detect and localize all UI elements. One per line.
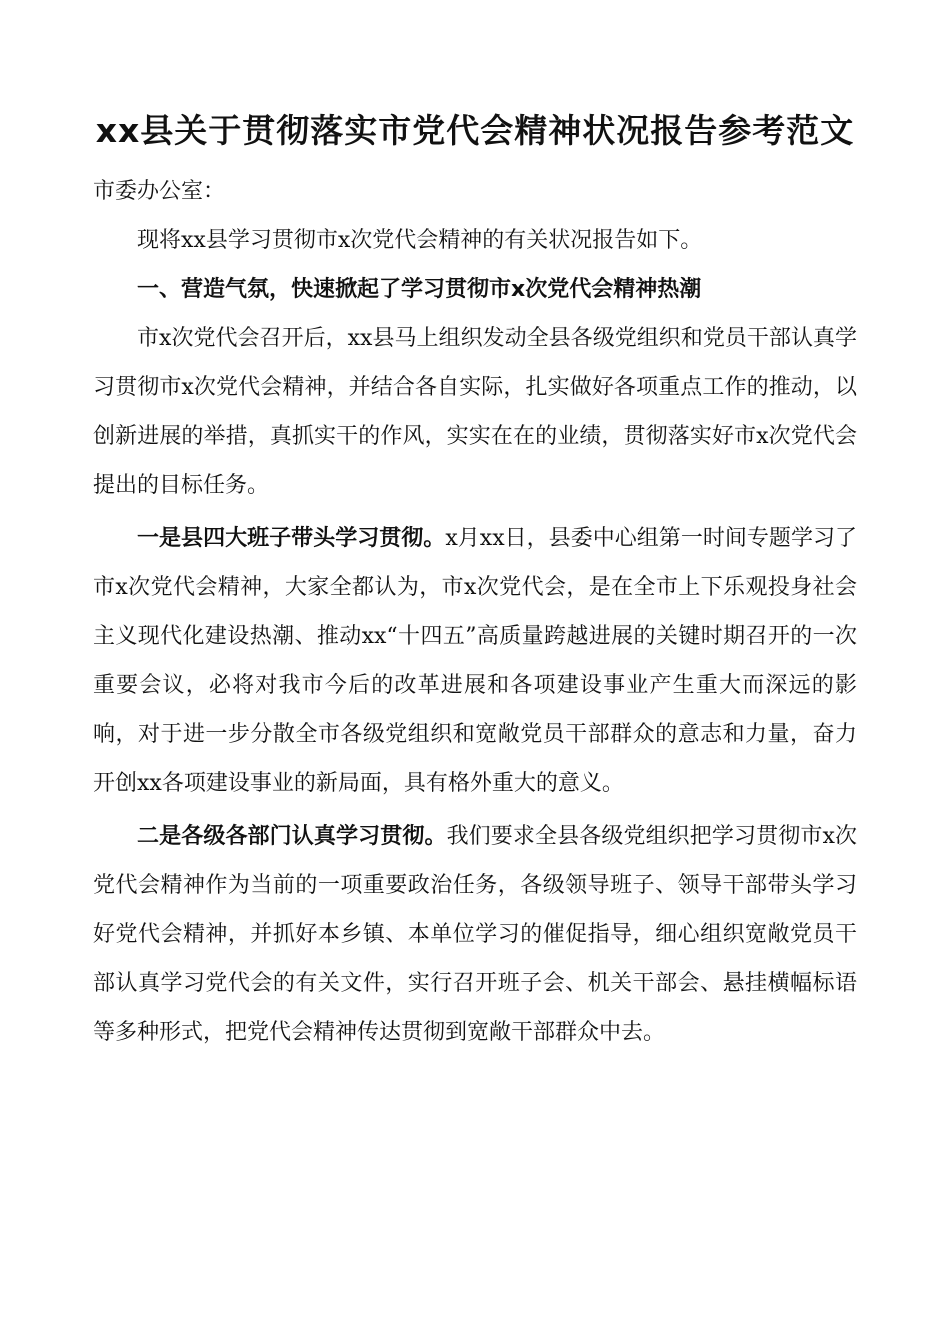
document-title: xx县关于贯彻落实市党代会精神状况报告参考范文 — [95, 111, 855, 150]
point1-paragraph — [93, 514, 857, 808]
salutation: 市委办公室： — [93, 179, 226, 204]
point1-lead: 一是县四大班子带头学习贯彻。 — [137, 526, 446, 551]
point2-paragraph — [93, 812, 857, 1057]
point1-body: x月xx日，县委中心组第一时间专题学习了市x次党代会精神，大家全都认为，市x次党代会，是在全市上下乐观投身社会主义现代化建设热潮、推动xx“十四五”高质量跨越进展的关键时期召开的一次重要会议，必将对我市今后的改革进展和各项建设事业产生重大而深远的影响，对于进一步分散全市各级党组织和宽敞党员干部群众的意志和力量，奋力开创xx各项建设事业的新局面，具有格外重大的意义。 — [93, 526, 857, 796]
point2-body: 我们要求全县各级党组织把学习贯彻市x次党代会精神作为当前的一项重要政治任务，各级领导班子、领导干部带头学习好党代会精神，并抓好本乡镇、本单位学习的催促指导，细心组织宽敞党员干部认真学习党代会的有关文件，实行召开班子会、机关干部会、悬挂横幅标语等多种形式，把党代会精神传达贯彻到宽敞干部群众中去。 — [93, 824, 857, 1045]
document-page — [93, 108, 857, 1057]
point2-lead: 二是各级各部门认真学习贯彻。 — [137, 824, 447, 849]
section-heading-1: 一、营造气氛，快速掀起了学习贯彻市x次党代会精神热潮 — [137, 277, 702, 302]
intro-paragraph: 现将xx县学习贯彻市x次党代会精神的有关状况报告如下。 — [137, 228, 703, 253]
section1-paragraph: 市x次党代会召开后，xx县马上组织发动全县各级党组织和党员干部认真学习贯彻市x次党代会精神，并结合各自实际，扎实做好各项重点工作的推动，以创新进展的举措，真抓实干的作风，实实在在的业绩，贯彻落实好市x次党代会提出的目标任务。 — [93, 326, 857, 498]
